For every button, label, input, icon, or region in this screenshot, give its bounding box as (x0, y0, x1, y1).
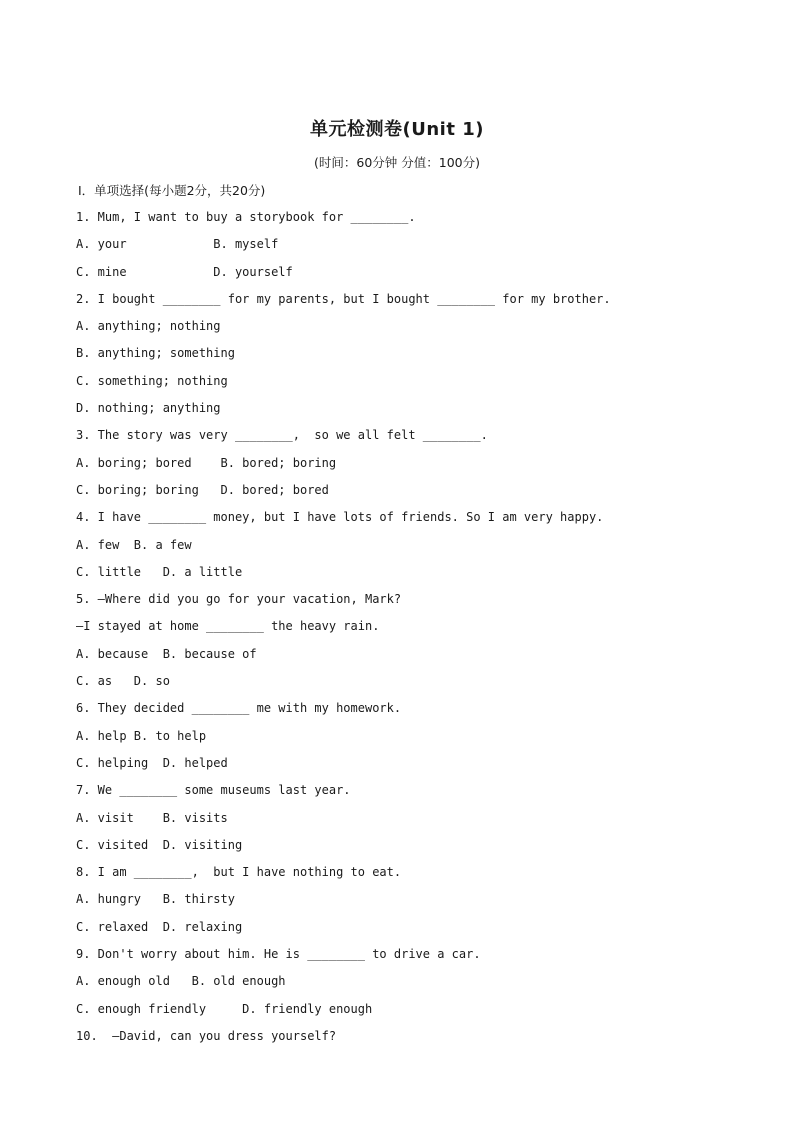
option-line: B. anything; something (76, 346, 235, 361)
question-line: 2. I bought ________ for my parents, but I bought ________ for my brother. (76, 291, 611, 306)
exam-info: (时间：60分钟 分值：100分) (314, 155, 480, 170)
question-line: 1. Mum, I want to buy a storybook for ________. (76, 210, 416, 224)
option-line: C. relaxed D. relaxing (76, 919, 243, 934)
option-line: D. nothing; anything (76, 401, 221, 416)
option-line: C. boring; boring D. bored; bored (76, 482, 329, 497)
question-line: 6. They decided ________ me with my homework. (76, 701, 402, 716)
section-heading: Ⅰ．单项选择(每小题2分，共20分) (78, 183, 266, 198)
question-line: 5. —Where did you go for your vacation, Mark? (76, 592, 402, 607)
option-line: C. little D. a little (76, 564, 243, 579)
question-line: 4. I have ________ money, but I have lots of friends. So I am very happy. (76, 510, 604, 525)
option-line: A. visit B. visits (76, 810, 228, 825)
question-line: 3. The story was very ________, so we all felt ________. (76, 428, 488, 443)
option-line: C. enough friendly D. friendly enough (76, 1001, 373, 1016)
question-line: 8. I am ________, but I have nothing to eat. (76, 865, 402, 880)
option-line: A. anything; nothing (76, 319, 221, 334)
option-line: C. helping D. helped (76, 755, 228, 770)
question-line: 9. Don't worry about him. He is ________ to drive a car. (76, 947, 481, 962)
option-line: A. because B. because of (76, 646, 257, 661)
option-line: A. few B. a few (76, 537, 192, 552)
page-title: 单元检测卷(Unit 1) (310, 119, 484, 140)
option-line: A. your B. myself (76, 237, 279, 252)
option-line: A. boring; bored B. bored; boring (76, 455, 337, 470)
option-line: A. hungry B. thirsty (76, 892, 235, 907)
option-line: A. help B. to help (76, 728, 207, 743)
dialogue-line: —I stayed at home ________ the heavy rain. (76, 619, 380, 634)
option-line: A. enough old B. old enough (76, 974, 286, 989)
question-line: 7. We ________ some museums last year. (76, 783, 351, 798)
option-line: C. something; nothing (76, 373, 228, 388)
option-line: C. visited D. visiting (76, 837, 243, 852)
option-line: C. mine D. yourself (76, 264, 293, 279)
option-line: C. as D. so (76, 674, 170, 689)
question-list (76, 209, 756, 1055)
question-line: 10. —David, can you dress yourself? (76, 1028, 337, 1043)
